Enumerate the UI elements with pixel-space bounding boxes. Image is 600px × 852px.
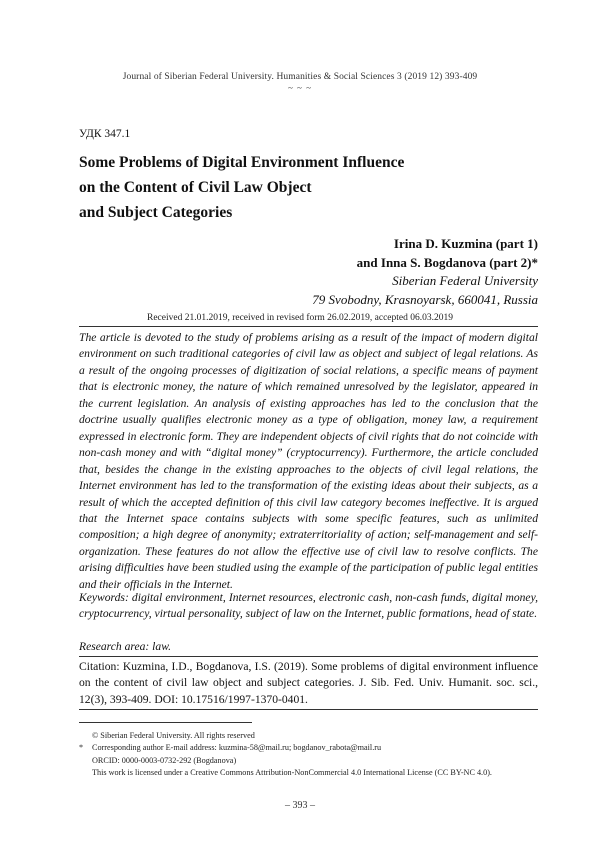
abstract-text: The article is devoted to the study of problems arising as a result of the impact of modern digital environment on such traditional categories of civil law as object and subject of legal relations. As a result of the ongoing processes of digitization of social relations, a specific means of payment that is electronic money, the nature of which remained unresolved by the legislator, appeared in the current legislation. An analysis of existing approaches has led to the conclusion that the doctrine usually qualifies electronic money as a type of obligation, money law, a requirement expressed in electronic form. They are independent objects of civil rights that do not coincide with non-cash money and with “digital money” (cryptocurrency). Furthermore, the article concluded that, besides the change in the existing approaches to the objects of civil legal relations, the Internet environment has led to the transformation of the existing ideas about their subjects, as a result of which the accepted definition of this civil law category becomes ineffective. It is argued that the Internet space contains subjects with some specific features, such as unlimited composition; a high degree of anonymity; extraterritoriality of action; self-management and self-organization. These features do not allow the effective use of civil law to resolve conflicts. The arising difficulties have been studied using the example of the participation of public legal entities and their officials in the Internet. [79, 331, 538, 591]
keywords: Keywords: digital environment, Internet resources, electronic cash, non-cash funds, digital money, cryptocurrency, virtual personality, subject of law on the Internet, public formations, head of state. [79, 591, 538, 621]
research-area: Research area: law. [79, 640, 171, 653]
footnote-license: This work is licensed under a Creative Commons Attribution-NonCommercial 4.0 International License (CC BY-NC 4.0). [92, 767, 492, 777]
citation-top-rule [79, 656, 538, 657]
footnote-rule [79, 722, 252, 723]
header-ornament: ~ ~ ~ [287, 83, 313, 93]
citation-bottom-rule [79, 709, 538, 710]
affiliation-address: 79 Svobodny, Krasnoyarsk, 660041, Russia [312, 291, 538, 307]
citation: Citation: Kuzmina, I.D., Bogdanova, I.S. (2019). Some problems of digital environment influence on the content of civil law object and subject categories. J. Sib. Fed. Univ. Humanit. soc. sci., 12(3), 393-409. DOI: 10.17516/1997-1370-0401. [79, 660, 538, 706]
footnote-asterisk: * [79, 743, 84, 753]
title-line-1: Some Problems of Digital Environment Influence [79, 154, 405, 171]
page-number: – 393 – [285, 800, 315, 811]
footnotes [79, 730, 549, 779]
author-block [312, 235, 538, 309]
article-title [79, 150, 479, 225]
footnote-orcid: ORCID: 0000-0003-0732-292 (Bogdanova) [92, 755, 237, 765]
journal-header: Journal of Siberian Federal University. Humanities & Social Sciences 3 (2019 12) 393-409 [122, 72, 478, 82]
author-line-1: Irina D. Kuzmina (part 1) [393, 236, 538, 251]
title-line-3: and Subject Categories [79, 204, 233, 221]
received-dates: Received 21.01.2019, received in revised form 26.02.2019, accepted 06.03.2019 [146, 313, 454, 323]
title-line-2: on the Content of Civil Law Object [79, 179, 312, 196]
abstract-top-rule [79, 326, 538, 327]
udk-code: УДК 347.1 [79, 128, 131, 140]
footnote-corresponding-author: * Corresponding author E-mail address: kuzmina-58@mail.ru; bogdanov_rabota@mail.ru [79, 742, 549, 754]
author-line-2: and Inna S. Bogdanova (part 2)* [356, 254, 538, 270]
footnote-copyright: © Siberian Federal University. All rights reserved [92, 731, 255, 740]
affiliation: Siberian Federal University [392, 273, 538, 288]
